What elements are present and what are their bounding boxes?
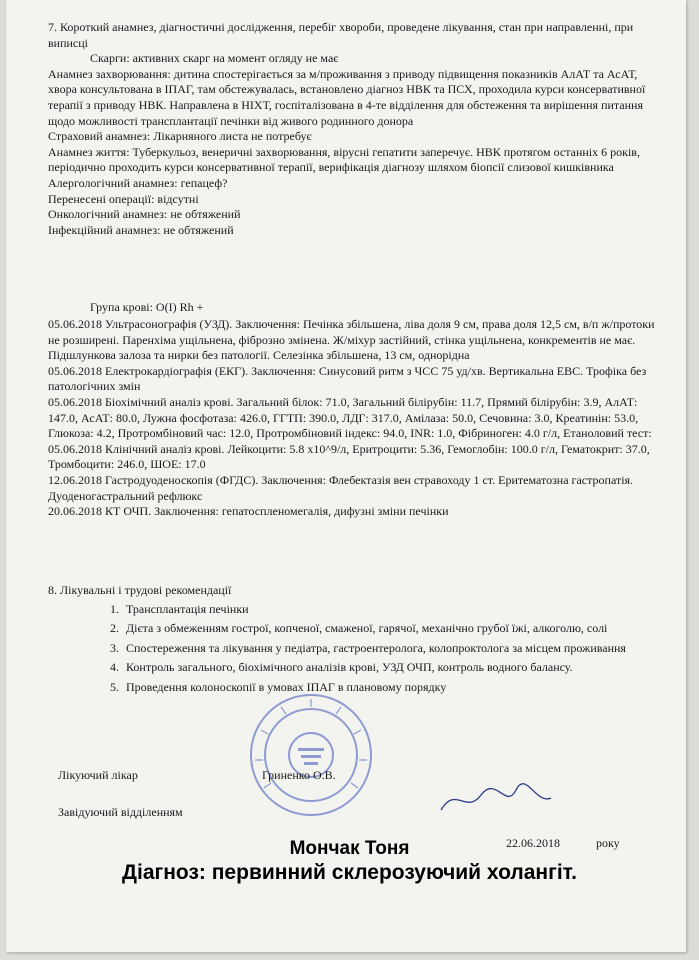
patient-name-caption: Мончак Тоня: [289, 838, 410, 859]
allergy-history: Алергологічний анамнез: гепацеф?: [48, 175, 228, 190]
list-item: 2. Дієта з обмеженням гострої, копченої, смаженої, гарячої, механічно грубої їжі, алкоголю, солі: [110, 621, 608, 636]
section-8-heading: 8. Лікувальні і трудові рекомендації: [48, 583, 232, 597]
document-date: 22.06.2018: [506, 836, 560, 850]
complaints: Скарги: активних скарг на момент огляду не має: [90, 51, 339, 66]
doctor-label: Лікуючий лікар: [58, 768, 138, 782]
section-8: [48, 583, 660, 700]
blood-group-block: [48, 300, 660, 316]
operations: Перенесені операції: відсутні: [48, 191, 199, 206]
list-item: 1. Трансплантація печінки: [110, 601, 249, 616]
recommendations-list: [48, 602, 660, 696]
exam-ct: 20.06.2018 КТ ОЧП. Заключення: гепатоспленомегалія, дифузні зміни печінки: [48, 504, 449, 519]
document-page: [6, 0, 686, 952]
diagnosis-caption: Діагноз: первинний склерозуючий холангіт.: [122, 861, 577, 884]
exam-results: [48, 317, 660, 520]
list-item: 5. Проведення колоноскопії в умовах ІПАГ в плановому порядку: [110, 679, 447, 694]
blood-group: Група крові: O(I) Rh +: [90, 300, 204, 314]
infection-history: Інфекційний анамнез: не обтяжений: [48, 222, 234, 237]
stamp-icon: [246, 690, 376, 820]
exam-endoscopy: 12.06.2018 Гастродуоденоскопія (ФГДС). Заключення: Флебектазія вен стравоходу 1 ст. Еритематозна гастропатія. Дуоденогастральний рефлюкс: [48, 472, 634, 503]
year-word: року: [596, 836, 620, 850]
disease-history: Анамнез захворювання: дитина спостерігається за м/проживання з приводу підвищення показників АлАТ та АсАТ, хвора консультована в ІПАГ, там обстежувалась, встановлено діагноз НВК та ПСХ, проходила курси консервативної терапії з приводу НВК. Направлена в НІХТ, госпіталізована в 4-те відділення для обстеження та вирішення питання щодо можливості трансплантації печінки від живого родинного донора: [48, 66, 646, 128]
oncology-history: Онкологічний анамнез: не обтяжений: [48, 207, 241, 222]
insurance-history: Страховий анамнез: Лікарняного листа не потребує: [48, 129, 312, 144]
exam-ultrasound: 05.06.2018 Ультрасонографія (УЗД). Заключення: Печінка збільшена, ліва доля 9 см, права доля 12,5 см, в/п ж/протоки не розширені. Паренхіма ущільнена, фіброзно змінена. Ж/міхур застійний, стінка ущільнена, конкрементів не має. Підшлункова залоза та нирки без патології. Селезінка збільшена, 13 см, однорідна: [48, 317, 655, 363]
exam-ecg: 05.06.2018 Електрокардіографія (ЕКГ). Заключення: Синусовий ритм з ЧСС 75 уд/хв. Вертикальна ЕВС. Трофіка без патологічних змін: [48, 363, 647, 394]
life-history: Анамнез життя: Туберкульоз, венеричні захворювання, вірусні гепатити заперечує. НВК протягом останніх 6 років, періодично проходить курси консервативної терапії, верифікація діагнозу шляхом біопсії слизової кишківника: [48, 144, 640, 175]
section-7: [48, 20, 660, 238]
signature-icon: [436, 780, 556, 820]
exam-biochemistry: 05.06.2018 Біохімічний аналіз крові. Загальний білок: 71.0, Загальний білірубін: 11.7, Прямий білірубін: 3.9, АлАТ: 147.0, АсАТ: 80.0, Лужна фосфотаза: 426.0, ГГТП: 390.0, ЛДГ: 317.0, Амілаза: 50.0, Сечовина: 3.0, Креатинін: 53.0, Глюкоза: 4.2, Протромбіновий час: 12.0, Протромбіновий індекс: 94.0, INR: 1.0, Фібриноген: 4.0 г/л, Етаноловий тест:: [48, 394, 652, 441]
head-of-department-label: Завідуючий відділенням: [58, 805, 183, 819]
doctor-name: Гриненко О.В.: [262, 768, 336, 782]
list-item: 4. Контроль загального, біохімічного аналізів крові, УЗД ОЧП, контроль водного балансу.: [110, 660, 573, 675]
section-7-heading: 7. Короткий анамнез, діагностичні дослідження, перебіг хвороби, проведене лікування, стан при направленні, при виписці: [48, 20, 634, 50]
list-item: 3. Спостереження та лікування у педіатра, гастроентеролога, колопроктолога за місцем проживання: [110, 640, 626, 655]
exam-clinical-blood: 05.06.2018 Клінічний аналіз крові. Лейкоцити: 5.8 x10^9/л, Еритроцити: 5.36, Гемоглобін: 100.0 г/л, Гематокрит: 37.0, Тромбоцити: 246.0, ШОЕ: 17.0: [48, 441, 650, 472]
